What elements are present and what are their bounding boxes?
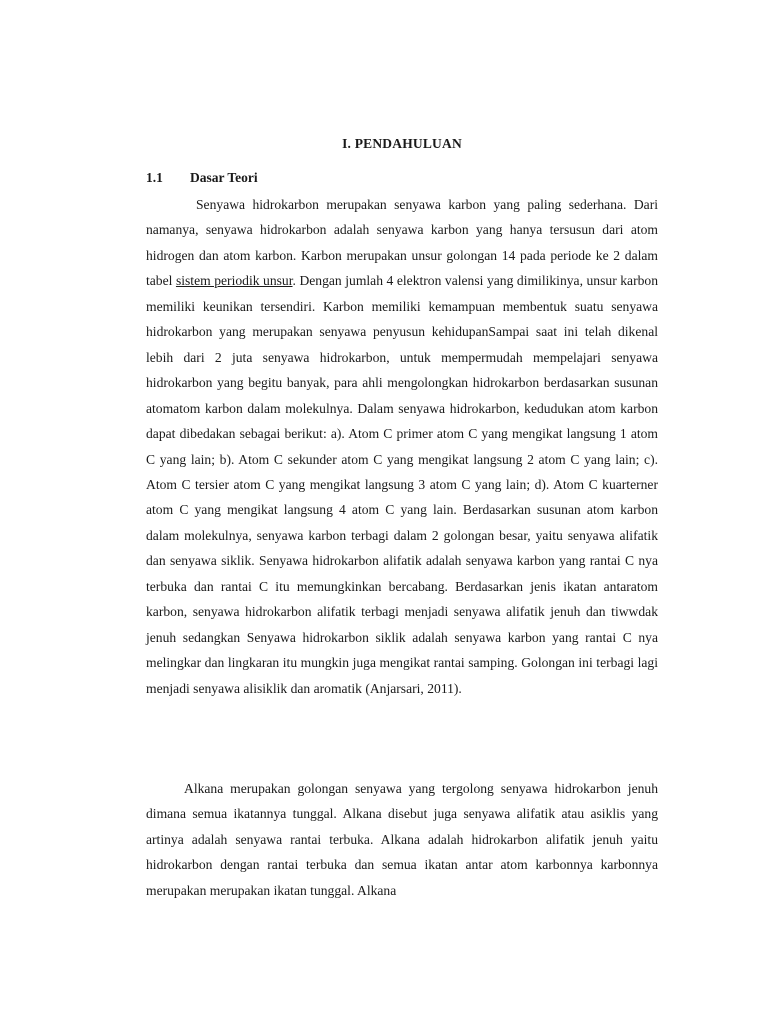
paragraph-text-continued: . Dengan jumlah 4 elektron valensi yang dimilikinya, unsur karbon memiliki keunikan tersendiri. Karbon memiliki kemampuan membentuk suatu senyawa hidrokarbon yang merupakan senyawa penyusun kehidupanSampai saat ini telah dikenal lebih dari 2 juta senyawa hidrokarbon, untuk mempermudah mempelajari senyawa hidrokarbon yang begitu banyak, para ahli mengolongkan hidrokarbon berdasarkan susunan atomatom karbon dalam molekulnya. Dalam senyawa hidrokarbon, kedudukan atom karbon dapat dibedakan sebagai berikut: a). Atom C primer atom C yang mengikat langsung 1 atom C yang lain; b). Atom C sekunder atom C yang mengikat langsung 2 atom C yang lain; c). Atom C tersier atom C yang mengikat langsung 3 atom C yang lain; d). Atom C kuarterner atom C yang mengikat langsung 4 atom C yang lain. Berdasarkan susunan atom karbon dalam molekulnya, senyawa karbon terbagi dalam 2 golongan besar, yaitu senyawa alifatik dan senyawa siklik. Senyawa hidrokarbon alifatik adalah senyawa karbon yang rantai C nya terbuka dan rantai C itu memungkinkan bercabang. Berdasarkan jenis ikatan antaratom karbon, senyawa hidrokarbon alifatik terbagi menjadi senyawa alifatik jenuh dan tiwwdak jenuh sedangkan Senyawa hidrokarbon siklik adalah senyawa karbon yang rantai C nya melingkar dan lingkaran itu mungkin juga mengikat rantai samping. Golongan ini terbagi lagi menjadi senyawa alisiklik dan aromatik (Anjarsari, 2011). — [146, 273, 658, 696]
paragraph-dasar-teori — [146, 192, 658, 701]
paragraph-text: Senyawa hidrokarbon merupakan senyawa karbon yang paling sederhana. Dari namanya, senyawa hidrokarbon adalah senyawa karbon yang hanya tersusun dari atom hidrogen dan atom karbon. Karbon merupakan unsur golongan 14 pada periode ke 2 dalam tabel — [146, 197, 658, 289]
periodic-table-link[interactable]: sistem periodik unsur — [175, 273, 293, 289]
paragraph-alkana: Alkana merupakan golongan senyawa yang tergolong senyawa hidrokarbon jenuh dimana semua ikatannya tunggal. Alkana disebut juga senyawa alifatik atau asiklis yang artinya adalah senyawa rantai terbuka. Alkana adalah hidrokarbon alifatik jenuh yaitu hidrokarbon dengan rantai terbuka dan semua ikatan antar atom karbonnya karbonnya merupakan merupakan ikatan tunggal. Alkana — [146, 781, 658, 898]
section-number: 1.1 — [146, 170, 163, 185]
chapter-title: I. PENDAHULUAN — [342, 136, 462, 151]
section-title: Dasar Teori — [190, 170, 258, 185]
section-heading — [146, 170, 258, 186]
